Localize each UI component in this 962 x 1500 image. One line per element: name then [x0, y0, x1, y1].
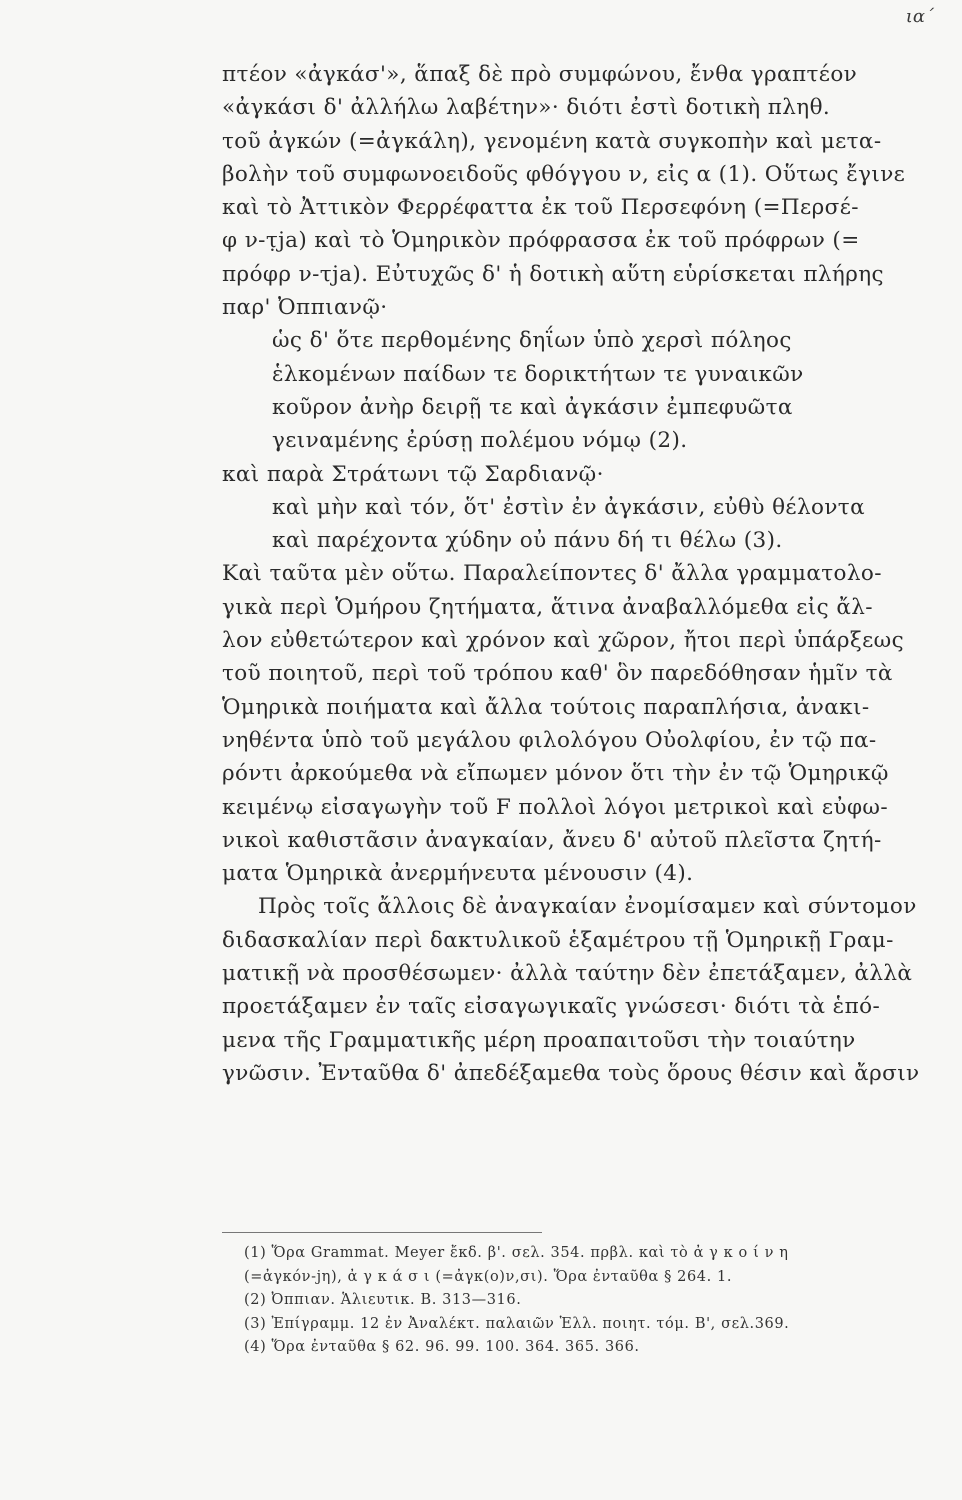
footnote: (1) Ὅρα Grammat. Meyer ἔκδ. β'. σελ. 354. πρβλ. καὶ τὸ ἀ γ κ ο ί ν η: [244, 1245, 789, 1261]
text-line: νικοὶ καθιστᾶσιν ἀναγκαίαν, ἄνευ δ' αὐτοῦ πλεῖστα ζητή-: [222, 827, 882, 853]
paragraph-start-line: Πρὸς τοῖς ἄλλοις δὲ ἀναγκαίαν ἐνομίσαμεν καὶ σύντομον: [258, 894, 917, 920]
text-line: μενα τῆς Γραμματικῆς μέρη προαπαιτοῦσι τὴν τοιαύτην: [222, 1027, 856, 1053]
text-line: προετάξαμεν ἐν ταῖς εἰσαγωγικαῖς γνώσεσι· διότι τὰ ἑπό-: [222, 994, 881, 1020]
footnote: (3) Ἐπίγραμμ. 12 ἐν Ἀναλέκτ. παλαιῶν Ἑλλ. ποιητ. τόμ. Β', σελ.369.: [244, 1315, 790, 1332]
text-line: γνῶσιν. Ἐνταῦθα δ' ἀπεδέξαμεθα τοὺς ὅρους θέσιν καὶ ἄρσιν: [222, 1060, 920, 1086]
footnote: (2) Ὀππιαν. Ἁλιευτικ. Β. 313—316.: [244, 1292, 522, 1309]
quote-line: ἑλκομένων παίδων τε δορικτήτων τε γυναικῶν: [272, 361, 804, 387]
text-line: παρ' Ὀππιανῷ·: [222, 295, 388, 321]
text-line: καὶ παρὰ Στράτωνι τῷ Σαρδιανῷ·: [222, 461, 604, 487]
quote-line: καὶ παρέχοντα χύδην οὐ πάνυ δή τι θέλω (3).: [272, 528, 783, 554]
quote-line: καὶ μὴν καὶ τόν, ὅτ' ἐστὶν ἐν ἀγκάσιν, εὐθὺ θέλοντα: [272, 494, 866, 520]
text-line: πτέον «ἀγκάσ'», ἅπαξ δὲ πρὸ συμφώνου, ἔνθα γραπτέον: [222, 62, 858, 87]
text-line: διδασκαλίαν περὶ δακτυλικοῦ ἑξαμέτρου τῇ Ὁμηρικῇ Γραμ-: [222, 927, 894, 953]
text-line: βολὴν τοῦ συμφωνοειδοῦς φθόγγου ν, εἰς α (1). Οὕτως ἔγινε: [222, 161, 906, 187]
text-line: λον εὐθετώτερον καὶ χρόνον καὶ χῶρον, ἤτοι περὶ ὑπάρξεως: [222, 628, 905, 654]
quote-line: γειναμένης ἐρύσῃ πολέμου νόμῳ (2).: [272, 428, 688, 454]
quote-line: κοῦρον ἀνὴρ δειρῇ τε καὶ ἀγκάσιν ἐμπεφυῶτα: [272, 394, 793, 420]
page-number: ια΄: [905, 6, 934, 27]
text-line: κειμένῳ εἰσαγωγὴν τοῦ F πολλοὶ λόγοι μετρικοὶ καὶ εὐφω-: [222, 794, 888, 820]
text-line: τοῦ ἀγκών (=ἀγκάλη), γενομένη κατὰ συγκοπὴν καὶ μετα-: [222, 128, 882, 154]
text-line: νηθέντα ὑπὸ τοῦ μεγάλου φιλολόγου Οὐολφίου, ἐν τῷ πα-: [222, 727, 877, 753]
text-line: ματικῇ νὰ προσθέσωμεν· ἀλλὰ ταύτην δὲν ἐπετάξαμεν, ἀλλὰ: [222, 961, 913, 987]
text-line: τοῦ ποιητοῦ, περὶ τοῦ τρόπου καθ' ὃν παρεδόθησαν ἡμῖν τὰ: [222, 661, 893, 687]
text-line: ματα Ὁμηρικὰ ἀνερμήνευτα μένουσιν (4).: [222, 861, 694, 887]
text-line: Ὁμηρικὰ ποιήματα καὶ ἄλλα τούτοις παραπλήσια, ἀνακι-: [222, 694, 870, 720]
footnote: (4) Ὅρα ἐνταῦθα § 62. 96. 99. 100. 364. 365. 366.: [244, 1339, 640, 1356]
footnotes: [244, 1242, 934, 1360]
text-line: καὶ τὸ Ἀττικὸν Φερρέφαττα ἐκ τοῦ Περσεφόνη (=Περσέ-: [222, 195, 859, 221]
footnote-divider: [222, 1232, 542, 1233]
text-line: ρόντι ἀρκούμεθα νὰ εἴπωμεν μόνον ὅτι τὴν ἐν τῷ Ὁμηρικῷ: [222, 761, 889, 787]
text-line: φ ν-τ̣ja) καὶ τὸ Ὁμηρικὸν πρόφρασσα ἐκ τοῦ πρόφρων (=: [222, 228, 860, 254]
text-line: πρόφρ ν-τja). Εὐτυχῶς δ' ἡ δοτικὴ αὕτη εὑρίσκεται πλήρης: [222, 261, 884, 287]
text-line: Καὶ ταῦτα μὲν οὕτω. Παραλείποντες δ' ἄλλα γραμματολο-: [222, 561, 882, 587]
text-line: γικὰ περὶ Ὁμήρου ζητήματα, ἅτινα ἀναβαλλόμεθα εἰς ἄλ-: [222, 594, 873, 620]
body-text: [222, 58, 938, 1090]
quote-line: ὡς δ' ὅτε περθομένης δηΐων ὑπὸ χερσὶ πόληος: [272, 328, 792, 354]
footnote: (=ἀγκόν-jη), ἀ γ κ ά σ ι (=ἀγκ(ο)ν,σι). Ὅρα ἐνταῦθα § 264. 1.: [244, 1268, 733, 1285]
text-line: «ἀγκάσι δ' ἀλλήλω λαβέτην»· διότι ἐστὶ δοτικὴ πληθ.: [222, 95, 831, 121]
